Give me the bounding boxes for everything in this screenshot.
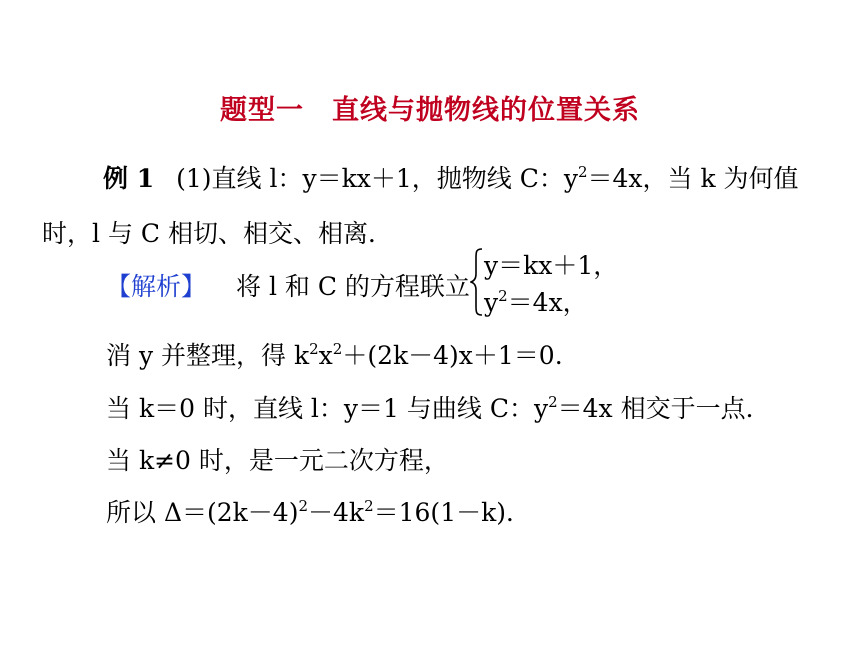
step-1-sup-1: 2 xyxy=(309,340,319,358)
step-1-a: 消 y 并整理，得 k xyxy=(106,341,310,370)
step-4-sup-2: 2 xyxy=(364,497,374,515)
system-row-2 xyxy=(484,288,588,318)
step-4-b: －4k xyxy=(308,498,365,527)
step-4-sup-1: 2 xyxy=(298,497,309,515)
system-row-2-b: ＝4x， xyxy=(507,288,588,317)
step-4-c: ＝16(1－k)． xyxy=(373,498,531,527)
solution-intro-line xyxy=(106,272,470,302)
section-title: 题型一 直线与抛物线的位置关系 xyxy=(220,95,640,126)
example-line-2: 时，l 与 C 相切、相交、相离． xyxy=(42,219,393,248)
step-2-b: ＝4x 相交于一点． xyxy=(557,394,771,423)
step-1-b: x xyxy=(318,341,333,370)
system-brace xyxy=(470,248,484,316)
solution-label: 【解析】 xyxy=(106,272,207,301)
system-row-1: y＝kx＋1， xyxy=(484,251,619,280)
solution-step-2 xyxy=(106,394,771,424)
example-label: 例 1 xyxy=(103,164,155,193)
example-text-a: (1)直线 l：y＝kx＋1，抛物线 C：y xyxy=(176,164,578,193)
solution-step-4 xyxy=(106,498,531,528)
example-text-b: ＝4x，当 k 为何值 xyxy=(587,164,799,193)
solution-intro: 将 l 和 C 的方程联立 xyxy=(236,272,470,301)
solution-step-1 xyxy=(106,341,563,371)
solution-step-3: 当 k≠0 时，是一元二次方程， xyxy=(106,446,449,475)
step-1-sup-2: 2 xyxy=(332,340,343,358)
step-2-sup: 2 xyxy=(548,393,558,411)
system-row-2-sup: 2 xyxy=(498,287,508,305)
system-row-2-a: y xyxy=(484,288,499,317)
step-1-c: ＋(2k－4)x＋1＝0. xyxy=(342,341,563,370)
step-2-a: 当 k＝0 时，直线 l：y＝1 与曲线 C：y xyxy=(106,394,549,423)
example-line-1 xyxy=(103,164,799,194)
step-4-a: 所以 Δ＝(2k－4) xyxy=(106,498,299,527)
example-sup: 2 xyxy=(577,163,588,181)
